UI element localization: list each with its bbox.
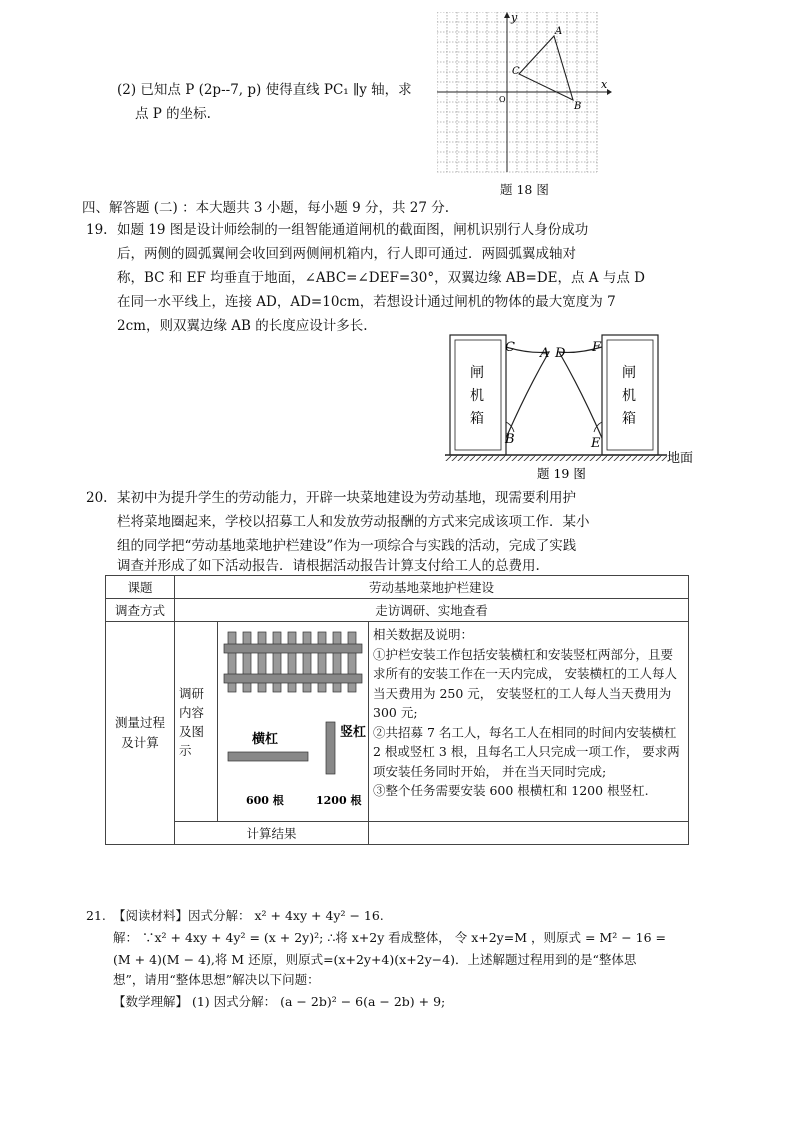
right-box-char-3: 箱 xyxy=(622,411,636,427)
note-3: ③整个任务需要安装 600 根横杠和 1200 根竖杠. xyxy=(373,783,649,798)
point-label-c: C xyxy=(512,66,520,77)
point-c: C xyxy=(505,340,515,355)
table-label-topic: 课题 xyxy=(106,576,175,599)
table-label-result: 计算结果 xyxy=(175,822,369,845)
q19-line-4: 在同一水平线上，连接 AD，AD=10cm，若想设计通过闸机的物体的最大宽度为 7 xyxy=(117,294,616,310)
q19-line-5: 2cm，则双翼边缘 AB 的长度应设计多长. xyxy=(117,318,368,334)
fence-figure xyxy=(218,622,368,818)
right-wing-edge xyxy=(559,347,602,438)
q19-line-1: 如题 19 图是设计师绘制的一组智能通道闸机的截面图，闸机识别行人身份成功 xyxy=(117,222,589,238)
ground-hatch xyxy=(445,455,667,461)
table-value-method: 走访调研、实地查看 xyxy=(175,599,689,622)
point-d: D xyxy=(555,346,566,361)
note-2: ②共招募 7 名工人，每名工人在相同的时间内安装横杠 2 根或竖杠 3 根，且每名工人只完成一项工作， 要求两项安装任务同时开始， 并在当天同时完成; xyxy=(373,724,680,779)
q20-number: 20. xyxy=(86,490,108,506)
q18-part2-line1: (2) 已知点 P (2p--7, p) 使得直线 PC₁ ∥y 轴，求 xyxy=(117,82,412,98)
notes-title: 相关数据及说明： xyxy=(373,627,474,642)
activity-report-table xyxy=(105,575,689,845)
right-box-char-2: 机 xyxy=(622,388,636,404)
origin-label: O xyxy=(499,95,506,104)
q21-line-2: 解： ∵x² + 4xy + 4y² = (x + 2y)²; ∴将 x+2y 看成整体， 令 x+2y=M ，则原式 = M² − 16 = xyxy=(113,930,666,945)
axis-label-x: x xyxy=(601,78,608,91)
fence-rail-top xyxy=(224,644,362,653)
table-value-topic: 劳动基地菜地护栏建设 xyxy=(175,576,689,599)
q20-line-4: 调查并形成了如下活动报告．请根据活动报告计算支付给工人的总费用. xyxy=(117,558,540,574)
q18-coordinate-grid-figure xyxy=(437,12,612,174)
x-axis-arrow xyxy=(607,89,612,95)
point-a: A xyxy=(540,346,550,361)
vertical-bar-sample xyxy=(326,722,335,774)
point-f: F xyxy=(592,340,602,355)
left-box-char-1: 闸 xyxy=(470,365,484,381)
note-1: ①护栏安装工作包括安装横杠和安装竖杠两部分，且要求所有的安装工作在一天内完成， 安装横杠的工人每人当天费用为 250 元， 安装竖杠的工人每人当天费用为 300 元; xyxy=(373,646,677,720)
q18-part2-line2: 点 P 的坐标. xyxy=(135,106,211,122)
point-label-a: A xyxy=(555,26,563,37)
right-box-char-1: 闸 xyxy=(622,365,636,381)
vertical-bar-label: 竖杠 xyxy=(340,725,367,740)
q19-line-3: 称，BC 和 EF 均垂直于地面，∠ABC=∠DEF=30°，双翼边缘 AB=DE，点 A 与点 D xyxy=(117,270,645,286)
q20-line-2: 栏将菜地圈起来，学校以招募工人和发放劳动报酬的方式来完成该项工作．某小 xyxy=(117,514,590,530)
q19-number: 19. xyxy=(86,222,108,238)
point-b: B xyxy=(505,432,515,447)
axis-label-y: y xyxy=(511,12,518,24)
horizontal-bar-label: 横杠 xyxy=(252,732,279,747)
q21-line-3: (M + 4)(M − 4),将 M 还原，则原式=(x+2y+4)(x+2y−4)．上述解题过程用到的是“整体思 xyxy=(113,952,637,967)
fence-figure-cell xyxy=(218,622,369,822)
vertical-bar-count: 1200 根 xyxy=(316,794,362,807)
table-value-result xyxy=(369,822,689,845)
q21-line-5: 【数学理解】 (1) 因式分解： (a − 2b)² − 6(a − 2b) + 9; xyxy=(113,994,446,1009)
point-label-b: B xyxy=(574,101,582,112)
ground-label: 地面 xyxy=(667,451,694,466)
q18-figure-caption: 题 18 图 xyxy=(500,182,549,197)
table-sub-label: 调研内容及图示 xyxy=(175,622,218,822)
q21-line-1: 【阅读材料】因式分解： x² + 4xy + 4y² − 16. xyxy=(113,908,384,923)
fence-rail-bottom xyxy=(224,674,362,683)
notes-cell xyxy=(369,622,689,822)
table-label-method: 调查方式 xyxy=(106,599,175,622)
q20-line-3: 组的同学把“劳动基地菜地护栏建设”作为一项综合与实践的活动，完成了实践 xyxy=(117,538,577,554)
q21-number: 21. xyxy=(86,908,106,923)
table-label-process: 测量过程及计算 xyxy=(106,622,175,845)
q19-gate-figure xyxy=(445,330,705,480)
section-heading: 四、解答题 (二) ：本大题共 3 小题，每小题 9 分，共 27 分. xyxy=(82,200,450,216)
q21-line-4: 想”，请用“整体思想”解决以下问题： xyxy=(113,972,320,987)
left-box-char-2: 机 xyxy=(470,388,484,404)
horizontal-bar-count: 600 根 xyxy=(246,794,284,807)
q19-figure-caption: 题 19 图 xyxy=(537,466,586,480)
q20-line-1: 某初中为提升学生的劳动能力，开辟一块菜地建设为劳动基地，现需要利用护 xyxy=(117,490,576,506)
y-axis-arrow xyxy=(504,12,510,18)
horizontal-bar-sample xyxy=(228,752,308,761)
point-e: E xyxy=(591,436,601,451)
q19-line-2: 后，两侧的圆弧翼闸会收回到两侧闸机箱内，行人即可通过．两圆弧翼成轴对 xyxy=(117,246,576,262)
left-box-char-3: 箱 xyxy=(470,411,484,427)
